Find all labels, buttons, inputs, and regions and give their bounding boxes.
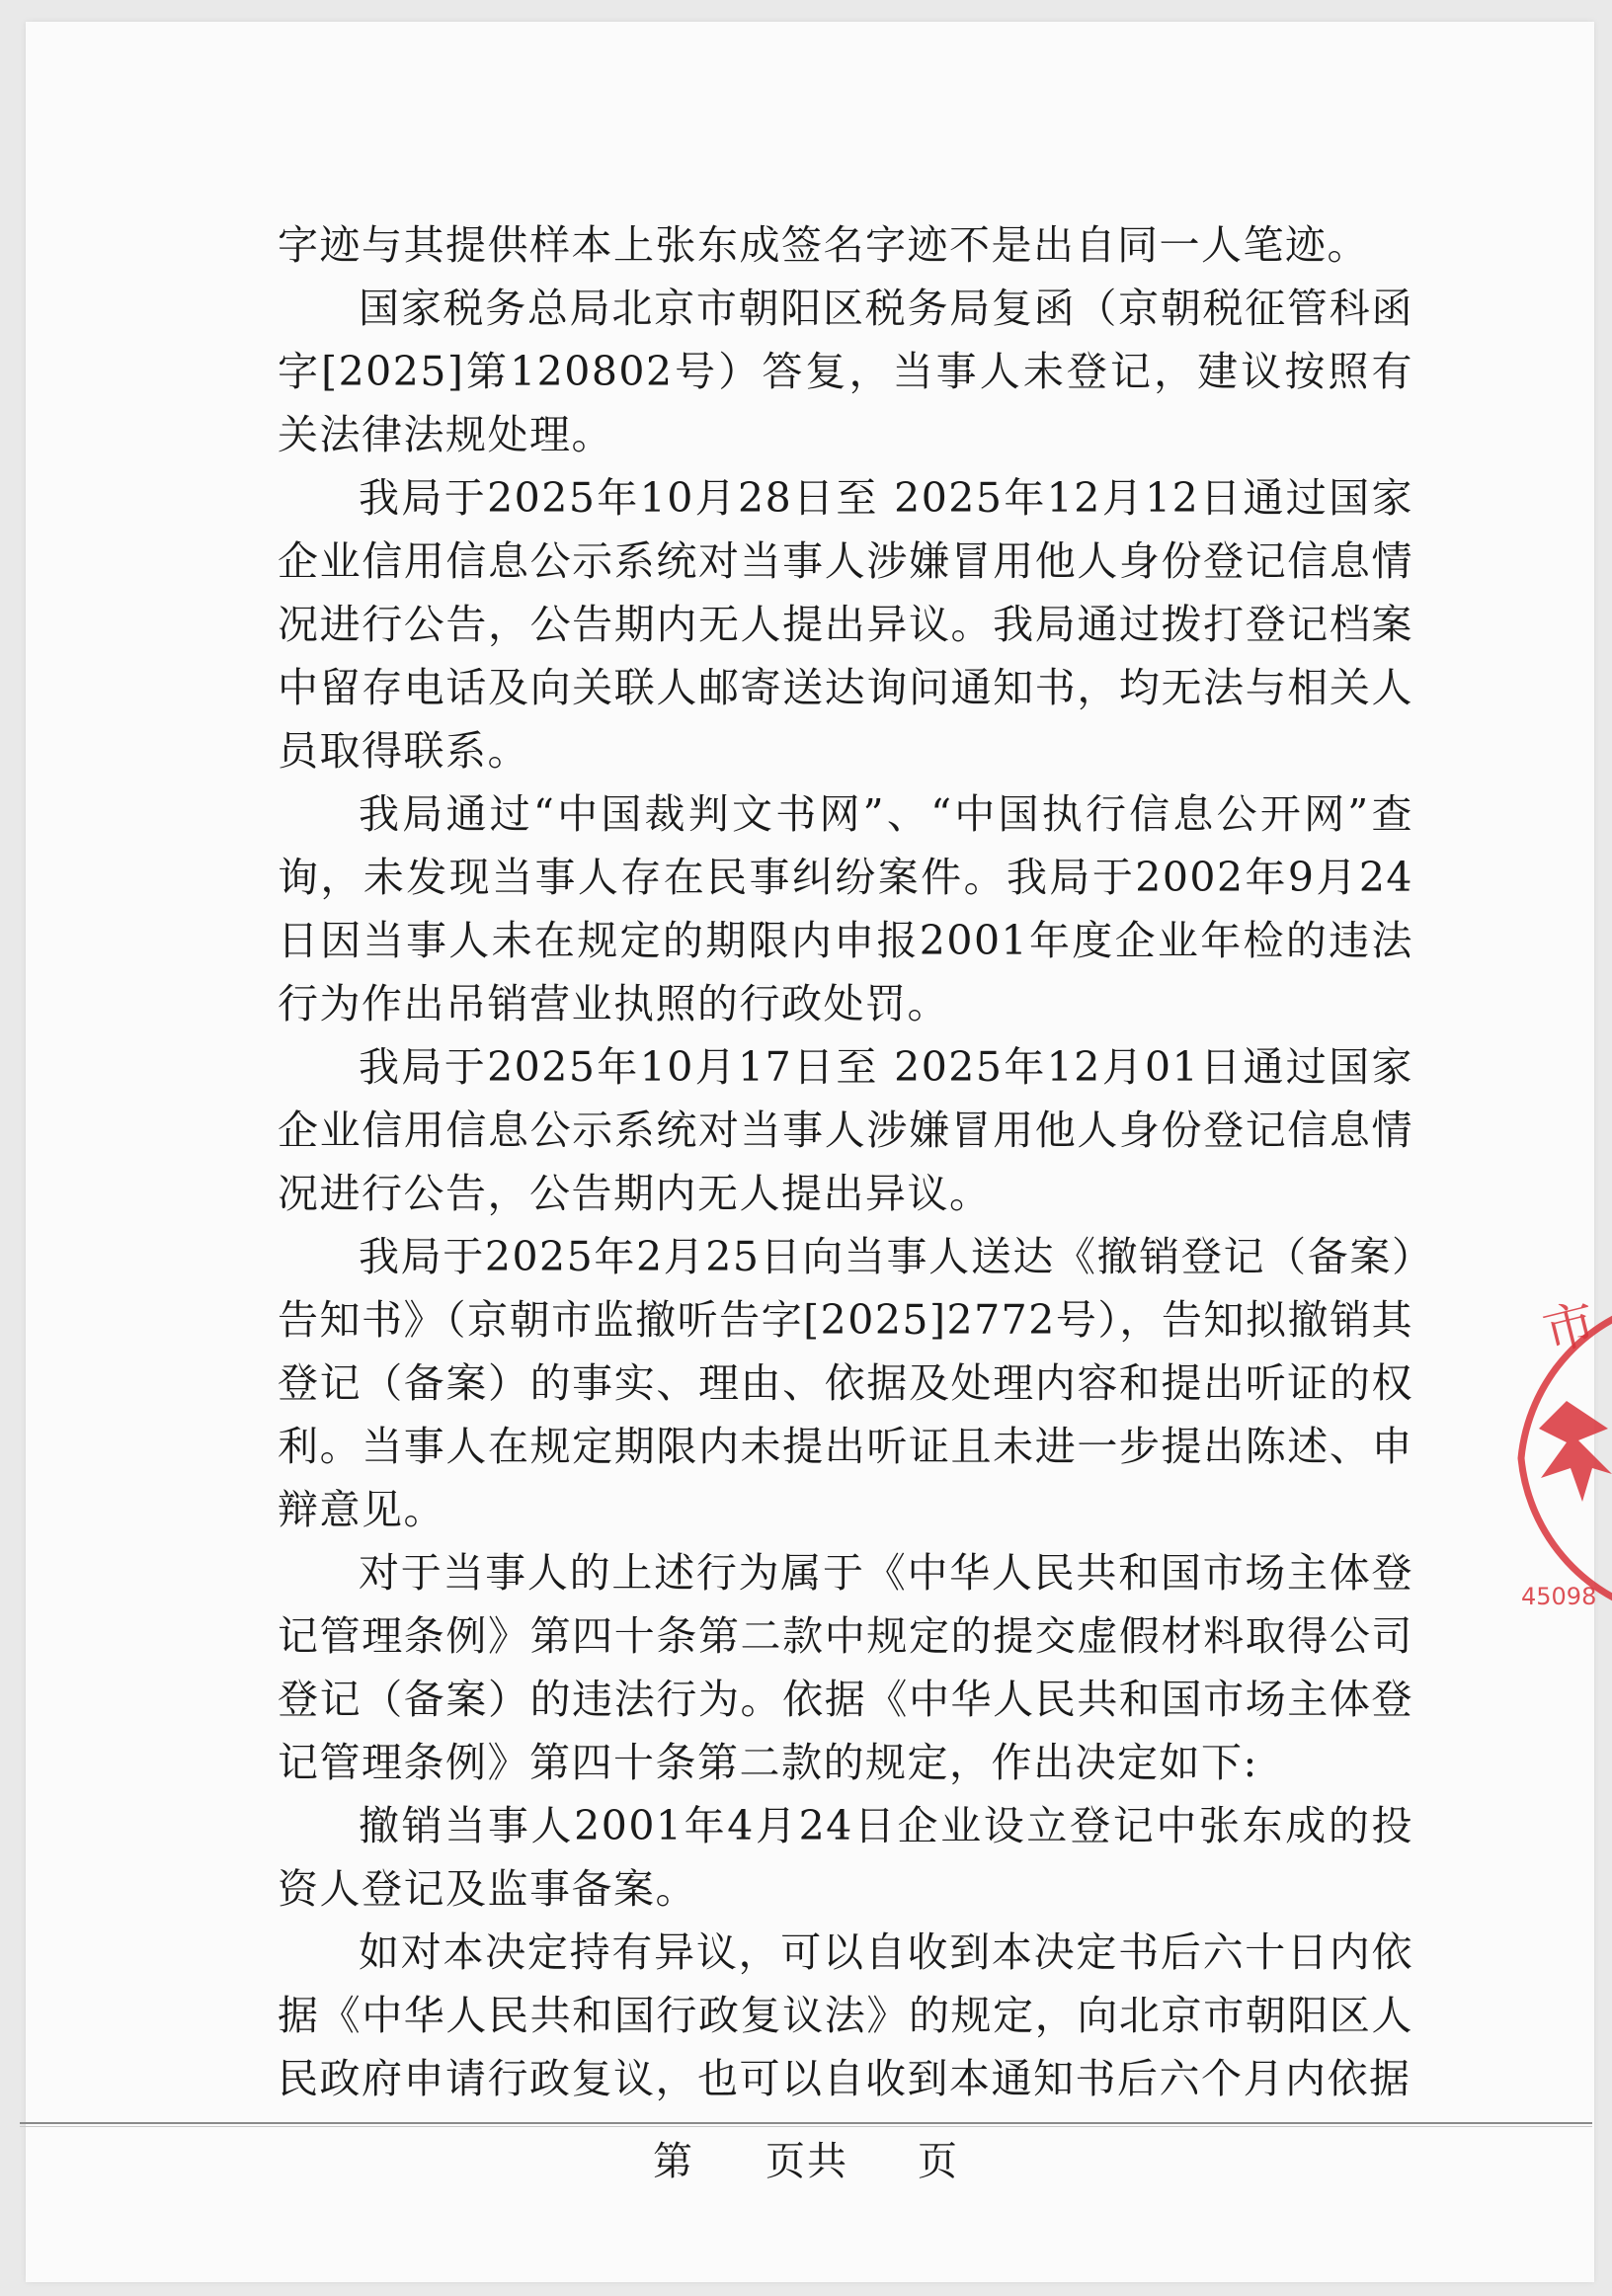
footer-divider-thin [20,2126,1592,2127]
paragraph-6: 我局于2025年2月25日向当事人送达《撤销登记（备案）告知书》（京朝市监撤听告字[2025]2772号），告知拟撤销其登记（备案）的事实、理由、依据及处理内容和提出听证的权利。当事人在规定期限内未提出听证且未进一步提出陈述、申辩意见。 [278,1233,1413,1533]
paragraph-9: 如对本决定持有异议，可以自收到本决定书后六十日内依据《中华人民共和国行政复议法》的规定，向北京市朝阳区人民政府申请行政复议，也可以自收到本通知书后六个月内依据 [278,1928,1413,2102]
total-label: 页共 [766,2139,848,2184]
page-number-footer [0,2134,1612,2189]
seal-icon [1509,1280,1612,1636]
paragraph-8: 撤销当事人2001年4月24日企业设立登记中张东成的投资人登记及监事备案。 [278,1802,1413,1913]
paragraph-7: 对于当事人的上述行为属于《中华人民共和国市场主体登记管理条例》第四十条第二款中规定的提交虚假材料取得公司登记（备案）的违法行为。依据《中华人民共和国市场主体登记管理条例》第四十条第二款的规定，作出决定如下: [278,1549,1413,1786]
document-page [26,22,1597,2282]
paragraph-3: 我局于2025年10月28日至 2025年12月12日通过国家企业信用信息公示系统对当事人涉嫌冒用他人身份登记信息情况进行公告，公告期内无人提出异议。我局通过拨打登记档案中留存电话及向关联人邮寄送达询问通知书，均无法与相关人员取得联系。 [278,474,1413,775]
page-label: 第 [653,2139,694,2184]
paragraph-4: 我局通过“中国裁判文书网”、“中国执行信息公开网”查询，未发现当事人存在民事纠纷案件。我局于2002年9月24日因当事人未在规定的期限内申报2001年度企业年检的违法行为作出吊销营业执照的行政处罚。 [278,790,1413,1027]
official-seal-fragment [1509,1280,1612,1636]
paragraph-5: 我局于2025年10月17日至 2025年12月01日通过国家企业信用信息公示系统对当事人涉嫌冒用他人身份登记信息情况进行公告，公告期内无人提出异议。 [278,1043,1413,1217]
paragraph-1: 字迹与其提供样本上张东成签名字迹不是出自同一人笔迹。 [278,221,1369,269]
footer-divider [20,2122,1592,2124]
seal-text-fragment: 市 [1537,1293,1602,1364]
seal-number-fragment: 45098 [1521,1583,1597,1610]
document-body [278,213,1413,2110]
paragraph-2: 国家税务总局北京市朝阳区税务局复函（京朝税征管科函字[2025]第120802号）答复，当事人未登记，建议按照有关法律法规处理。 [278,285,1413,458]
page-suffix: 页 [918,2139,959,2184]
